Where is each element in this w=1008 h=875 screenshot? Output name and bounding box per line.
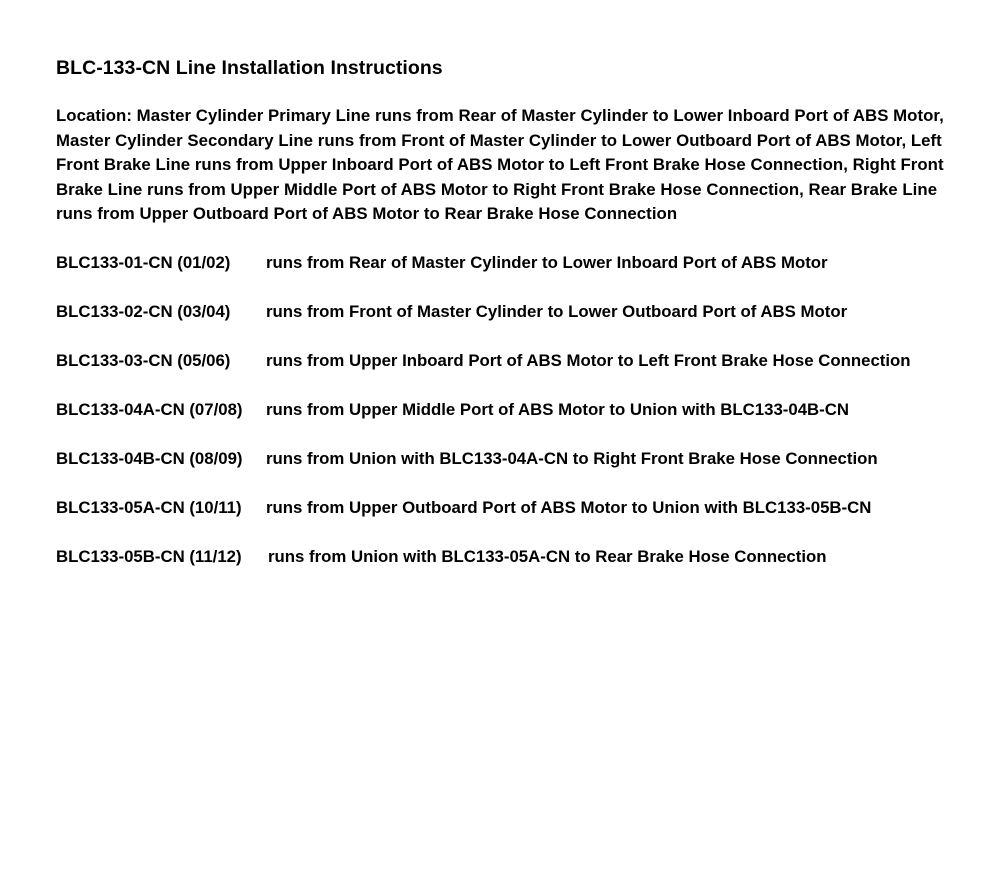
line-list (56, 251, 956, 570)
line-description: runs from Union with BLC133-04A-CN to Right Front Brake Hose Connection (266, 448, 878, 468)
line-description: runs from Rear of Master Cylinder to Lower Inboard Port of ABS Motor (266, 252, 828, 272)
line-description: runs from Front of Master Cylinder to Lower Outboard Port of ABS Motor (266, 301, 848, 321)
line-part-number: BLC133-03-CN (05/06) (56, 350, 231, 370)
document-title: BLC-133-CN Line Installation Instructions (56, 57, 443, 79)
line-description: runs from Upper Outboard Port of ABS Motor to Union with BLC133-05B-CN (266, 497, 872, 517)
line-item (56, 398, 956, 423)
line-part-number: BLC133-04A-CN (07/08) (56, 399, 243, 419)
line-item (56, 300, 956, 325)
line-item (56, 349, 956, 374)
line-part-number: BLC133-02-CN (03/04) (56, 301, 231, 321)
line-description: runs from Upper Middle Port of ABS Motor to Union with BLC133-04B-CN (266, 399, 849, 419)
line-description: runs from Union with BLC133-05A-CN to Rear Brake Hose Connection (268, 546, 827, 566)
line-item (56, 447, 956, 472)
line-part-number: BLC133-04B-CN (08/09) (56, 448, 243, 468)
line-part-number: BLC133-01-CN (01/02) (56, 252, 231, 272)
line-part-number: BLC133-05B-CN (11/12) (56, 546, 242, 566)
line-item (56, 251, 956, 276)
line-description: runs from Upper Inboard Port of ABS Motor to Left Front Brake Hose Connection (266, 350, 911, 370)
location-paragraph: Location: Master Cylinder Primary Line runs from Rear of Master Cylinder to Lower Inboard Port of ABS Motor, Master Cylinder Secondary Line runs from Front of Master Cylinder to Lower Outboard Port of ABS Motor, Left Front Brake Line runs from Upper Inboard Port of ABS Motor to Left Front Brake Hose Connection, Right Front Brake Line runs from Upper Middle Port of ABS Motor to Right Front Brake Hose Connection, Rear Brake Line runs from Upper Outboard Port of ABS Motor to Rear Brake Hose Connection (56, 106, 944, 223)
line-item (56, 496, 956, 521)
line-item (56, 545, 956, 570)
instruction-document (56, 56, 956, 594)
line-part-number: BLC133-05A-CN (10/11) (56, 497, 242, 517)
